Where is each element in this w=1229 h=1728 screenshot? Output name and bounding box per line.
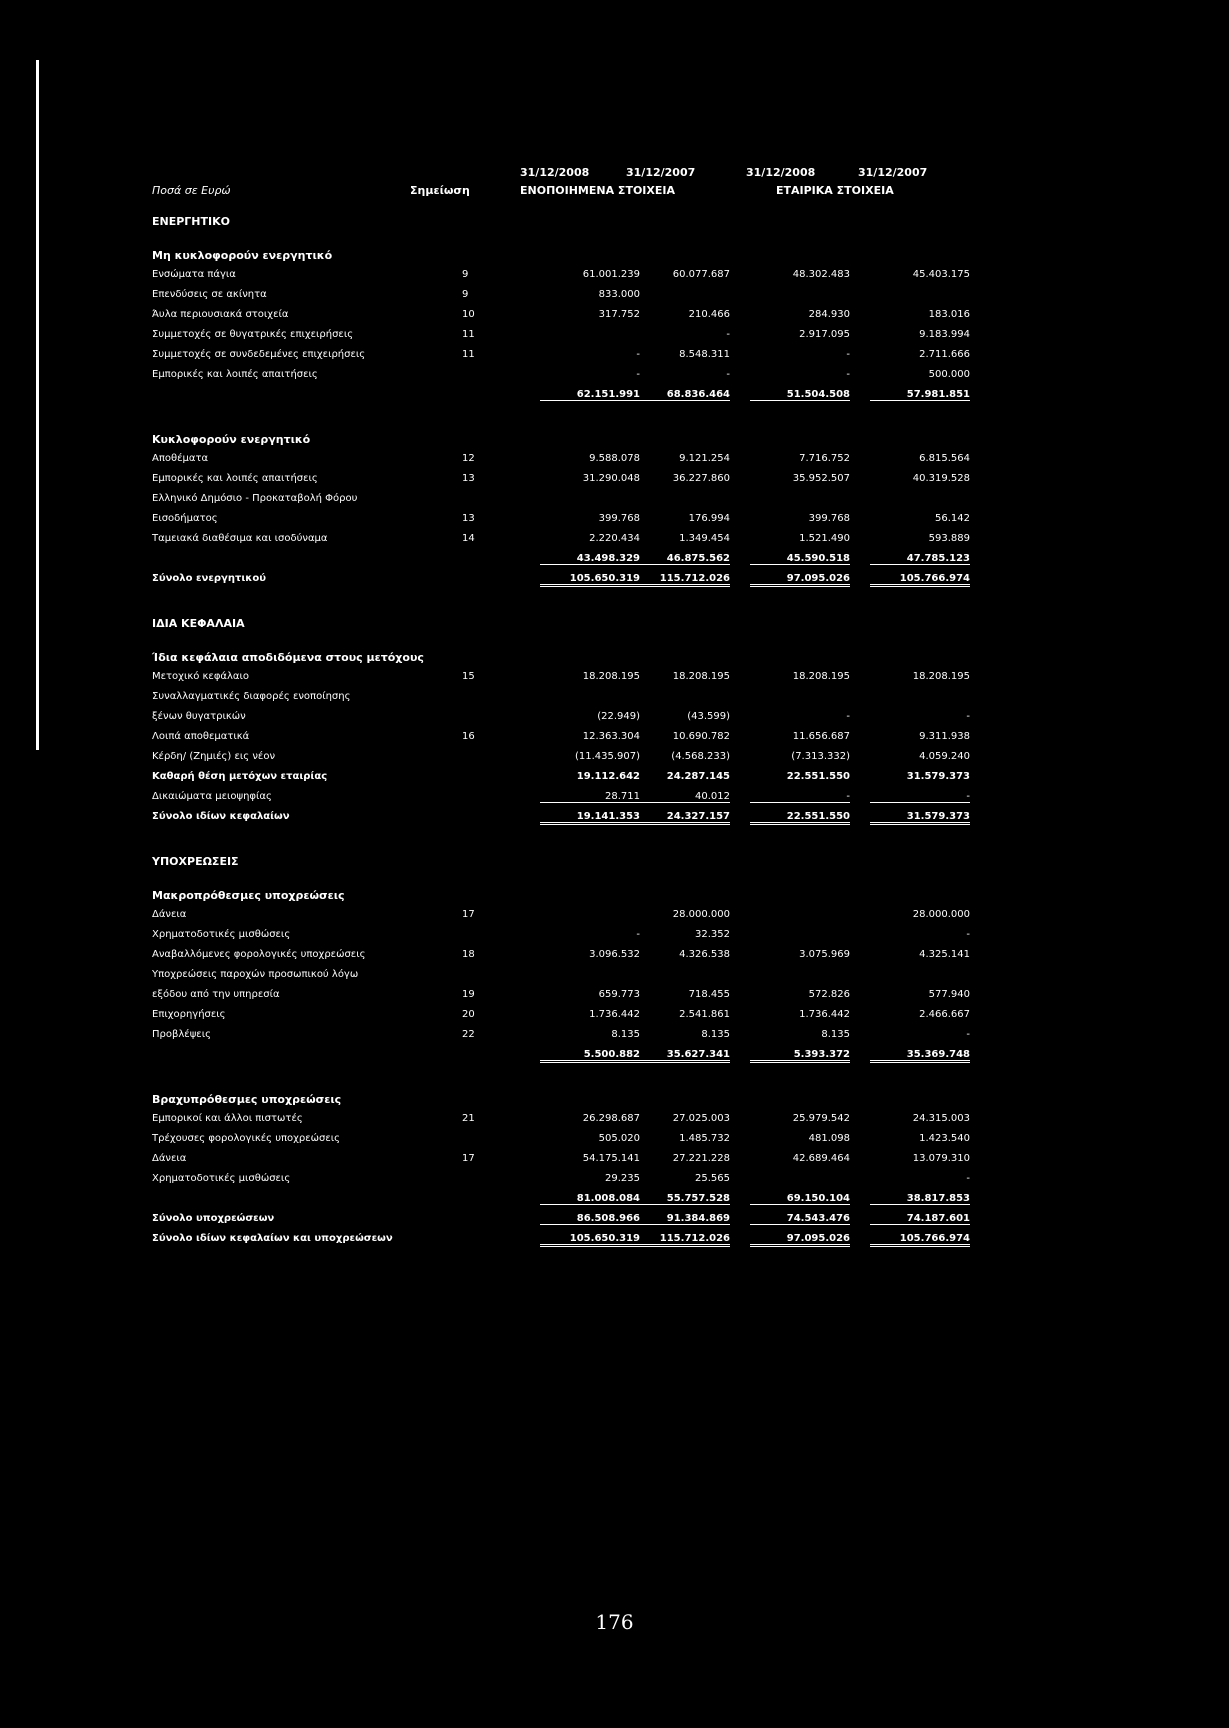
row-note: 18 — [462, 949, 475, 960]
row-label: Εμπορικές και λοιπές απαιτήσεις — [152, 369, 318, 380]
table-row — [152, 1170, 972, 1190]
row-value: - — [846, 369, 850, 380]
minority-row: Δικαιώματα μειοψηφίας 28.711 40.012 - - — [152, 791, 970, 802]
row-note: 21 — [462, 1113, 475, 1124]
row-label: εξόδου από την υπηρεσία — [152, 989, 280, 1000]
row-value: (22.949) — [597, 711, 640, 722]
row-value: 1.521.490 — [799, 533, 850, 544]
row-value: (7.313.332) — [791, 751, 850, 762]
col1-date: 31/12/2008 — [520, 166, 590, 179]
row-value: 8.548.311 — [679, 349, 730, 360]
row-value: 27.221.228 — [672, 1153, 730, 1164]
current-assets-rows — [152, 450, 972, 550]
row-note: 14 — [462, 533, 475, 544]
row-value: 27.025.003 — [672, 1113, 730, 1124]
row-value: 3.075.969 — [799, 949, 850, 960]
row-value: 4.325.141 — [919, 949, 970, 960]
row-value: 833.000 — [598, 289, 640, 300]
col3-date: 31/12/2008 — [746, 166, 816, 179]
row-label: Κέρδη/ (Ζημιές) εις νέον — [152, 751, 276, 762]
row-label: Δάνεια — [152, 909, 187, 920]
row-label: Συναλλαγματικές διαφορές ενοποίησης — [152, 691, 351, 702]
row-value: 10.690.782 — [672, 731, 730, 742]
table-row — [152, 1026, 972, 1046]
table-row — [152, 306, 972, 326]
table-row — [152, 966, 972, 986]
row-label: Ταμειακά διαθέσιμα και ισοδύναμα — [152, 533, 328, 544]
row-label: Αναβαλλόμενες φορολογικές υποχρεώσεις — [152, 949, 366, 960]
row-note: 17 — [462, 909, 475, 920]
row-value: 2.541.861 — [679, 1009, 730, 1020]
row-value: 9.183.994 — [919, 329, 970, 340]
table-row — [152, 728, 972, 748]
row-value: 35.952.507 — [792, 473, 850, 484]
table-row — [152, 748, 972, 768]
total-liabilities-row: Σύνολο υποχρεώσεων 86.508.966 91.384.869 74.543.476 74.187.601 — [152, 1213, 970, 1224]
row-value: 18.208.195 — [792, 671, 850, 682]
row-note: 20 — [462, 1009, 475, 1020]
equity-rows — [152, 668, 972, 768]
short-term-rows — [152, 1110, 972, 1190]
current-assets-title: Κυκλοφορούν ενεργητικό — [152, 433, 311, 446]
scan-edge-bar — [36, 60, 39, 750]
row-value: 4.326.538 — [679, 949, 730, 960]
row-note: 19 — [462, 989, 475, 1000]
table-row — [152, 708, 972, 728]
row-value: - — [726, 329, 730, 340]
equity-attrib-title: Ίδια κεφάλαια αποδιδόμενα στους μετόχους — [152, 651, 424, 664]
table-row — [152, 450, 972, 470]
note-column-label: Σημείωση — [410, 184, 470, 197]
row-value: 60.077.687 — [672, 269, 730, 280]
row-value: 12.363.304 — [582, 731, 640, 742]
row-value: 9.311.938 — [919, 731, 970, 742]
row-value: 56.142 — [935, 513, 970, 524]
col4-date: 31/12/2007 — [858, 166, 928, 179]
row-label: Εισοδήματος — [152, 513, 218, 524]
long-term-title: Μακροπρόθεσμες υποχρεώσεις — [152, 889, 345, 902]
row-value: 1.349.454 — [679, 533, 730, 544]
row-value: 45.403.175 — [912, 269, 970, 280]
row-label: Προβλέψεις — [152, 1029, 211, 1040]
row-value: 26.298.687 — [582, 1113, 640, 1124]
row-label: Συμμετοχές σε θυγατρικές επιχειρήσεις — [152, 329, 354, 340]
row-value: 18.208.195 — [672, 671, 730, 682]
row-label: Λοιπά αποθεματικά — [152, 731, 250, 742]
row-value: 577.940 — [928, 989, 970, 1000]
balance-sheet — [152, 160, 972, 1250]
noncurrent-assets-rows — [152, 266, 972, 386]
row-value: 2.466.667 — [919, 1009, 970, 1020]
long-term-total-row: 5.500.882 35.627.341 5.393.372 35.369.748 — [152, 1046, 972, 1066]
table-row — [152, 986, 972, 1006]
row-value: 399.768 — [808, 513, 850, 524]
row-label: Εμπορικές και λοιπές απαιτήσεις — [152, 473, 318, 484]
row-value: 284.930 — [808, 309, 850, 320]
row-value: 29.235 — [605, 1173, 640, 1184]
row-value: 500.000 — [928, 369, 970, 380]
row-value: 13.079.310 — [912, 1153, 970, 1164]
row-label: Υποχρεώσεις παροχών προσωπικού λόγω — [152, 969, 359, 980]
row-value: - — [966, 1029, 970, 1040]
table-row — [152, 346, 972, 366]
col2-date: 31/12/2007 — [626, 166, 696, 179]
row-label: ξένων θυγατρικών — [152, 711, 246, 722]
company-group-label: ΕΤΑΙΡΙΚΑ ΣΤΟΙΧΕΙΑ — [776, 184, 894, 197]
equity-title: ΙΔΙΑ ΚΕΦΑΛΑΙΑ — [152, 617, 245, 630]
table-row — [152, 1150, 972, 1170]
row-value: 399.768 — [598, 513, 640, 524]
row-value: 40.319.528 — [912, 473, 970, 484]
row-value: 31.290.048 — [582, 473, 640, 484]
row-value: - — [846, 711, 850, 722]
row-value: 176.994 — [688, 513, 730, 524]
row-value: 28.000.000 — [912, 909, 970, 920]
row-value: - — [726, 369, 730, 380]
row-value: 36.227.860 — [672, 473, 730, 484]
consolidated-group-label: ΕΝΟΠΟΙΗΜΕΝΑ ΣΤΟΙΧΕΙΑ — [520, 184, 675, 197]
row-value: - — [966, 1173, 970, 1184]
row-value: 659.773 — [598, 989, 640, 1000]
table-row — [152, 510, 972, 530]
table-row — [152, 286, 972, 306]
row-value: 1.423.540 — [919, 1133, 970, 1144]
table-row — [152, 1130, 972, 1150]
row-value: 25.979.542 — [792, 1113, 850, 1124]
row-note: 22 — [462, 1029, 475, 1040]
row-value: 28.000.000 — [672, 909, 730, 920]
table-row — [152, 490, 972, 510]
row-value: 32.352 — [695, 929, 730, 940]
table-row — [152, 1110, 972, 1130]
row-value: 593.889 — [928, 533, 970, 544]
row-value: 317.752 — [598, 309, 640, 320]
row-label: Επιχορηγήσεις — [152, 1009, 226, 1020]
table-row — [152, 266, 972, 286]
short-term-title: Βραχυπρόθεσμες υποχρεώσεις — [152, 1093, 342, 1106]
row-note: 9 — [462, 289, 469, 300]
row-label: Τρέχουσες φορολογικές υποχρεώσεις — [152, 1133, 341, 1144]
row-value: (43.599) — [687, 711, 730, 722]
row-value: 183.016 — [928, 309, 970, 320]
row-value: 8.135 — [611, 1029, 640, 1040]
row-value: 4.059.240 — [919, 751, 970, 762]
table-row — [152, 668, 972, 688]
row-value: 2.220.434 — [589, 533, 640, 544]
row-value: 2.917.095 — [799, 329, 850, 340]
row-label: Δάνεια — [152, 1153, 187, 1164]
table-row — [152, 470, 972, 490]
currency-label: Ποσά σε Ευρώ — [152, 184, 231, 197]
long-term-rows — [152, 906, 972, 1046]
row-label: Επενδύσεις σε ακίνητα — [152, 289, 267, 300]
column-header — [152, 160, 972, 198]
row-label: Αποθέματα — [152, 453, 209, 464]
row-value: 25.565 — [695, 1173, 730, 1184]
liabilities-title: ΥΠΟΧΡΕΩΣΕΙΣ — [152, 855, 239, 868]
row-value: 2.711.666 — [919, 349, 970, 360]
row-value: - — [636, 369, 640, 380]
table-row — [152, 688, 972, 708]
row-value: - — [636, 929, 640, 940]
row-value: 572.826 — [808, 989, 850, 1000]
row-label: Συμμετοχές σε συνδεδεμένες επιχειρήσεις — [152, 349, 366, 360]
row-label: Μετοχικό κεφάλαιο — [152, 671, 250, 682]
row-note: 13 — [462, 473, 475, 484]
row-value: 11.656.687 — [792, 731, 850, 742]
table-row — [152, 946, 972, 966]
row-value: - — [636, 349, 640, 360]
row-label: Εμπορικοί και άλλοι πιστωτές — [152, 1113, 303, 1124]
row-value: 6.815.564 — [919, 453, 970, 464]
row-value: 718.455 — [688, 989, 730, 1000]
row-value: 7.716.752 — [799, 453, 850, 464]
row-value: (4.568.233) — [671, 751, 730, 762]
table-row — [152, 1006, 972, 1026]
row-label: Άυλα περιουσιακά στοιχεία — [152, 309, 289, 320]
row-note: 17 — [462, 1153, 475, 1164]
table-row — [152, 530, 972, 550]
row-value: 8.135 — [821, 1029, 850, 1040]
row-value: (11.435.907) — [574, 751, 640, 762]
table-row — [152, 366, 972, 386]
row-value: 1.736.442 — [799, 1009, 850, 1020]
row-value: - — [966, 929, 970, 940]
net-position-row: Καθαρή θέση μετόχων εταιρίας 19.112.642 24.287.145 22.551.550 31.579.373 — [152, 771, 970, 782]
row-note: 15 — [462, 671, 475, 682]
row-label: Ελληνικό Δημόσιο - Προκαταβολή Φόρου — [152, 493, 358, 504]
short-term-total-row: 81.008.084 55.757.528 69.150.104 38.817.853 — [152, 1190, 972, 1210]
row-value: 61.001.239 — [582, 269, 640, 280]
row-note: 16 — [462, 731, 475, 742]
row-value: 18.208.195 — [582, 671, 640, 682]
row-label: Χρηματοδοτικές μισθώσεις — [152, 1173, 291, 1184]
table-row — [152, 326, 972, 346]
row-value: 8.135 — [701, 1029, 730, 1040]
row-value: 210.466 — [688, 309, 730, 320]
grand-total-row: Σύνολο ιδίων κεφαλαίων και υποχρεώσεων 105.650.319 115.712.026 97.095.026 105.766.974 — [152, 1230, 972, 1250]
row-value: 9.588.078 — [589, 453, 640, 464]
row-note: 10 — [462, 309, 475, 320]
row-value: 3.096.532 — [589, 949, 640, 960]
row-value: 1.736.442 — [589, 1009, 640, 1020]
row-value: 24.315.003 — [912, 1113, 970, 1124]
row-value: 48.302.483 — [792, 269, 850, 280]
table-row — [152, 906, 972, 926]
row-value: 505.020 — [598, 1133, 640, 1144]
row-value: 1.485.732 — [679, 1133, 730, 1144]
row-value: 9.121.254 — [679, 453, 730, 464]
page-number: 176 — [595, 1610, 634, 1634]
row-value: 481.098 — [808, 1133, 850, 1144]
table-row — [152, 926, 972, 946]
row-label: Χρηματοδοτικές μισθώσεις — [152, 929, 291, 940]
row-note: 11 — [462, 349, 475, 360]
row-note: 12 — [462, 453, 475, 464]
row-value: 42.689.464 — [792, 1153, 850, 1164]
row-label: Ενσώματα πάγια — [152, 269, 236, 280]
current-total-row: 43.498.329 46.875.562 45.590.518 47.785.123 — [152, 550, 972, 570]
row-value: 54.175.141 — [582, 1153, 640, 1164]
noncurrent-assets-title: Μη κυκλοφορούν ενεργητικό — [152, 249, 333, 262]
row-value: - — [846, 349, 850, 360]
row-note: 13 — [462, 513, 475, 524]
total-equity-row: Σύνολο ιδίων κεφαλαίων 19.141.353 24.327.157 22.551.550 31.579.373 — [152, 808, 972, 828]
noncurrent-total-row: 62.151.991 68.836.464 51.504.508 57.981.851 — [152, 386, 972, 406]
row-value: 18.208.195 — [912, 671, 970, 682]
total-assets-row: Σύνολο ενεργητικού 105.650.319 115.712.026 97.095.026 105.766.974 — [152, 570, 972, 590]
row-note: 11 — [462, 329, 475, 340]
row-note: 9 — [462, 269, 469, 280]
row-value: - — [966, 711, 970, 722]
assets-title: ΕΝΕΡΓΗΤΙΚΟ — [152, 215, 230, 228]
